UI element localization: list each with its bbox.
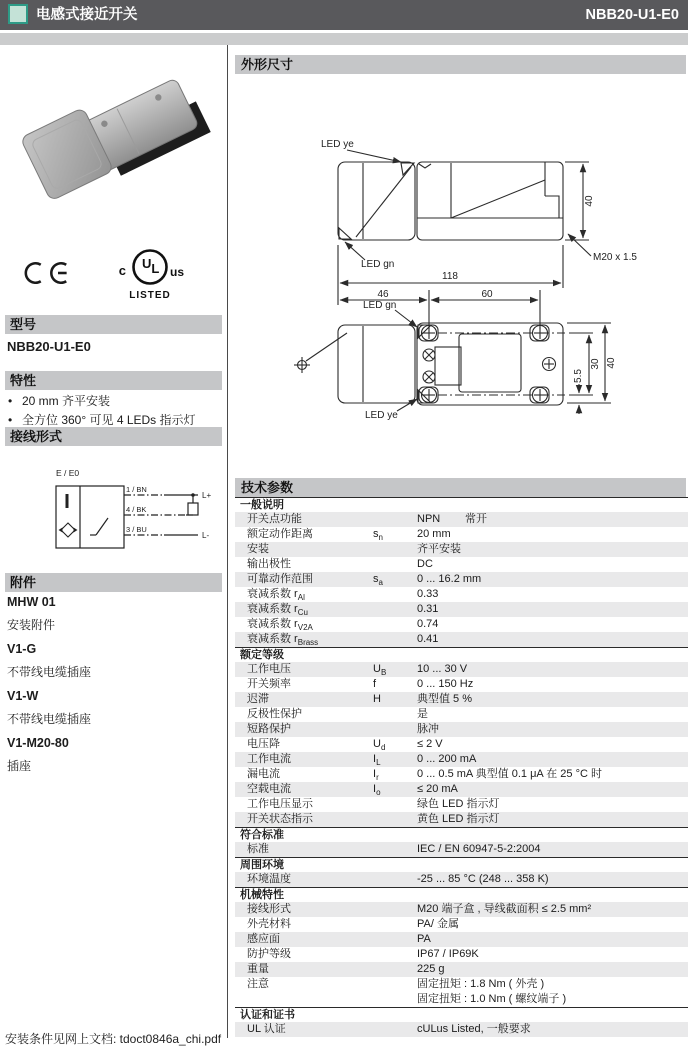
tech-table [235, 497, 688, 1037]
tech-row [235, 557, 688, 572]
product-photo [16, 50, 212, 246]
tech-row [235, 632, 688, 647]
page-header [0, 0, 688, 30]
dim-hole-offset: 5.5 [573, 369, 584, 383]
brand-square-icon [8, 4, 28, 24]
wire-pin3-label: 3 / BU [126, 525, 147, 534]
tech-row-label: 短路保护 [247, 723, 291, 735]
column-divider [227, 45, 228, 1038]
tech-row [235, 947, 688, 962]
tech-group-header: 周围环境 [235, 857, 688, 872]
tech-row-value: 0.33 [417, 588, 439, 600]
tech-group-header: 符合标准 [235, 827, 688, 842]
tech-row-value: 固定扭矩 : 1.8 Nm ( 外壳 ) [417, 978, 545, 990]
ce-mark-icon [22, 258, 70, 288]
tech-row-symbol: $s_a$ [373, 573, 383, 588]
tech-group-header: 认证和证书 [235, 1007, 688, 1022]
tech-row [235, 737, 688, 752]
ul-center-label: UL [142, 256, 160, 276]
tech-row-label: 漏电流 [247, 768, 280, 780]
accessory-name: V1-W [7, 689, 39, 703]
dim-hole-left: 46 [377, 289, 389, 300]
dimension-drawing [235, 100, 688, 475]
tech-group-header: 额定等级 [235, 647, 688, 662]
tech-row-symbol: $s_n$ [373, 528, 383, 543]
tech-row [235, 842, 688, 857]
wiring-variant-label: E / E0 [56, 468, 80, 478]
led-ye-label-top: LED ye [365, 410, 398, 421]
tech-row-label: 环境温度 [247, 873, 291, 885]
tech-row-label: UL 认证 [247, 1023, 286, 1035]
tech-row-label: 衰减系数 $r_{Brass}$ [247, 633, 319, 648]
inductive-symbol-diamond [61, 523, 75, 537]
tech-row-label: 安装 [247, 543, 269, 555]
model-number: NBB20-U1-E0 [7, 339, 91, 354]
tech-row [235, 962, 688, 977]
tech-row-value: 齐平安装 [417, 543, 461, 555]
features-section-header: 特性 [5, 371, 222, 390]
features-list [8, 392, 220, 430]
tech-group-header: 机械特性 [235, 887, 688, 902]
tech-row [235, 722, 688, 737]
tech-row-symbol: $U_B$ [373, 663, 387, 678]
tech-row-value: 0.74 [417, 618, 439, 630]
tech-row [235, 752, 688, 767]
tech-row [235, 1022, 688, 1037]
tech-row [235, 932, 688, 947]
tech-row-value: PA/ 金属 [417, 918, 459, 930]
led-ye-label-side: LED ye [321, 139, 354, 150]
ul-c-label: c [118, 263, 126, 278]
tech-row-value: IEC / EN 60947-5-2:2004 [417, 843, 541, 855]
tech-row-value: IP67 / IP69K [417, 948, 479, 960]
tech-row [235, 542, 688, 557]
tech-row-label: 感应面 [247, 933, 280, 945]
accessories-section-header: 附件 [5, 573, 222, 592]
tech-row-value: 225 g [417, 963, 445, 975]
tech-row-value: 10 ... 30 V [417, 663, 468, 675]
accessory-description: 不带线电缆插座 [7, 712, 92, 726]
terminal-minus-label: L- [202, 531, 210, 540]
tech-row-label: 开关频率 [247, 678, 291, 690]
tech-row [235, 707, 688, 722]
tech-row-label: 开关状态指示 [247, 813, 313, 825]
dim-height: 40 [584, 195, 595, 207]
accessory-name: V1-M20-80 [7, 736, 69, 750]
tech-row-symbol: f [373, 678, 377, 690]
tech-row [235, 797, 688, 812]
tech-row-value: 脉冲 [417, 723, 439, 735]
tech-row-label: 反极性保护 [247, 708, 302, 720]
tech-row-symbol: $I_o$ [373, 783, 381, 798]
tech-row-label: 输出极性 [247, 558, 291, 570]
footer-note: 安装条件见网上文档: tdoct0846a_chi.pdf [5, 1032, 222, 1046]
tech-row-label: 注意 [247, 978, 269, 990]
tech-row [235, 812, 688, 827]
tech-row-value: 0 ... 150 Hz [417, 678, 474, 690]
tech-row [235, 977, 688, 1007]
tech-row [235, 527, 688, 542]
tech-row [235, 587, 688, 602]
thread-size-label: M20 x 1.5 [593, 252, 637, 263]
accessories-list [7, 595, 219, 783]
wire-pin1-label: 1 / BN [126, 485, 147, 494]
tech-row-value: 20 mm [417, 528, 451, 540]
tech-row-label: 电压降 [247, 738, 280, 750]
tech-row-value: 0 ... 16.2 mm [417, 573, 482, 585]
tech-row-value-2: 常开 [465, 513, 487, 525]
tech-row [235, 872, 688, 887]
tech-row [235, 602, 688, 617]
tech-row-value: 是 [417, 708, 428, 720]
accessory-name: MHW 01 [7, 595, 56, 609]
tech-row-value-line2: 固定扭矩 : 1.0 Nm ( 螺纹端子 ) [417, 993, 567, 1005]
tech-row [235, 677, 688, 692]
led-gn-label-side: LED gn [361, 259, 395, 270]
tech-row-label: 接线形式 [247, 903, 291, 915]
tech-row [235, 617, 688, 632]
tech-group-header: 一般说明 [235, 497, 688, 512]
tech-row-label: 外壳材料 [247, 918, 291, 930]
tech-row-label: 工作电流 [247, 753, 291, 765]
tech-row-value: 绿色 LED 指示灯 [417, 798, 500, 810]
page-title: 电感式接近开关 [36, 7, 138, 23]
ul-listed-mark-icon [102, 246, 204, 304]
header-substrip [0, 33, 688, 45]
tech-row-label: 衰减系数 $r_{Cu}$ [247, 603, 308, 618]
tech-row-label: 工作电压显示 [247, 798, 313, 810]
dim-overall: 118 [442, 271, 458, 282]
dim-hole-right: 60 [481, 289, 493, 300]
tech-row-value: 0.31 [417, 603, 439, 615]
tech-row-value: ≤ 20 mA [417, 783, 458, 795]
tech-row-symbol: H [373, 693, 381, 705]
model-section-header: 型号 [5, 315, 222, 334]
tech-row [235, 572, 688, 587]
tech-row-value: M20 端子盒 , 导线截面积 ≤ 2.5 mm² [417, 903, 592, 915]
tech-row-value: 0 ... 0.5 mA 典型值 0.1 μA 在 25 °C 时 [417, 768, 602, 780]
tech-row [235, 512, 688, 527]
ul-us-label: us [170, 265, 185, 279]
wiring-diagram [46, 466, 218, 560]
tech-row-value: DC [417, 558, 433, 570]
ul-listed-label: LISTED [129, 290, 171, 301]
feature-text: 20 mm 齐平安装 [22, 394, 111, 408]
tech-row-value: NPN [417, 513, 441, 525]
tech-row-value: 0.41 [417, 633, 439, 645]
header-model-number: NBB20-U1-E0 [585, 7, 679, 23]
tech-row-label: 衰减系数 $r_{Al}$ [247, 588, 305, 603]
tech-row-value: PA [417, 933, 431, 945]
terminal-plus-label: L+ [202, 491, 212, 500]
tech-section-header: 技术参数 [235, 478, 686, 497]
led-gn-label-top: LED gn [363, 300, 397, 311]
dimensions-section-header: 外形尺寸 [235, 55, 686, 74]
feature-text: 全方位 360° 可见 4 LEDs 指示灯 [22, 413, 196, 427]
tech-row-label: 标准 [247, 843, 269, 855]
tech-row [235, 917, 688, 932]
tech-row [235, 662, 688, 677]
tech-row-value: 0 ... 200 mA [417, 753, 477, 765]
accessory-description: 插座 [7, 759, 32, 773]
dim-hole-span: 30 [590, 358, 601, 370]
dim-width: 40 [606, 357, 617, 369]
bullet-icon: • [8, 413, 13, 427]
tech-row-symbol: $I_r$ [373, 768, 379, 783]
tech-row-symbol: $U_d$ [373, 738, 386, 753]
wire-pin2-label: 4 / BK [126, 505, 147, 514]
tech-row-label: 额定动作距离 [247, 528, 313, 540]
tech-row-value: ≤ 2 V [417, 738, 443, 750]
led-window-ye-side [401, 163, 414, 175]
tech-row-value: cULus Listed, 一般要求 [417, 1023, 531, 1035]
tech-row-label: 防护等级 [247, 948, 291, 960]
tech-row-label: 工作电压 [247, 663, 291, 675]
tech-row-label: 开关点功能 [247, 513, 302, 525]
tech-row [235, 902, 688, 917]
connection-section-header: 接线形式 [5, 427, 222, 446]
tech-row-label: 衰减系数 $r_{V2A}$ [247, 618, 313, 633]
tech-row-value: -25 ... 85 °C (248 ... 358 K) [417, 873, 549, 885]
tech-row [235, 782, 688, 797]
tech-row-value: 典型值 5 % [417, 693, 473, 705]
led-window-gn-side [339, 228, 351, 239]
tech-row-value: 黄色 LED 指示灯 [417, 813, 500, 825]
tech-row-label: 重量 [247, 963, 269, 975]
tech-row-label: 空载电流 [247, 783, 291, 795]
tech-row [235, 767, 688, 782]
bullet-icon: • [8, 394, 13, 408]
tech-row-symbol: $I_L$ [373, 753, 381, 768]
accessory-description: 不带线电缆插座 [7, 665, 92, 679]
tech-row-label: 可靠动作范围 [247, 573, 313, 585]
tech-row-label: 迟滞 [247, 693, 269, 705]
feature-item [8, 392, 220, 411]
accessory-name: V1-G [7, 642, 37, 656]
accessory-description: 安装附件 [7, 618, 56, 632]
tech-row [235, 692, 688, 707]
